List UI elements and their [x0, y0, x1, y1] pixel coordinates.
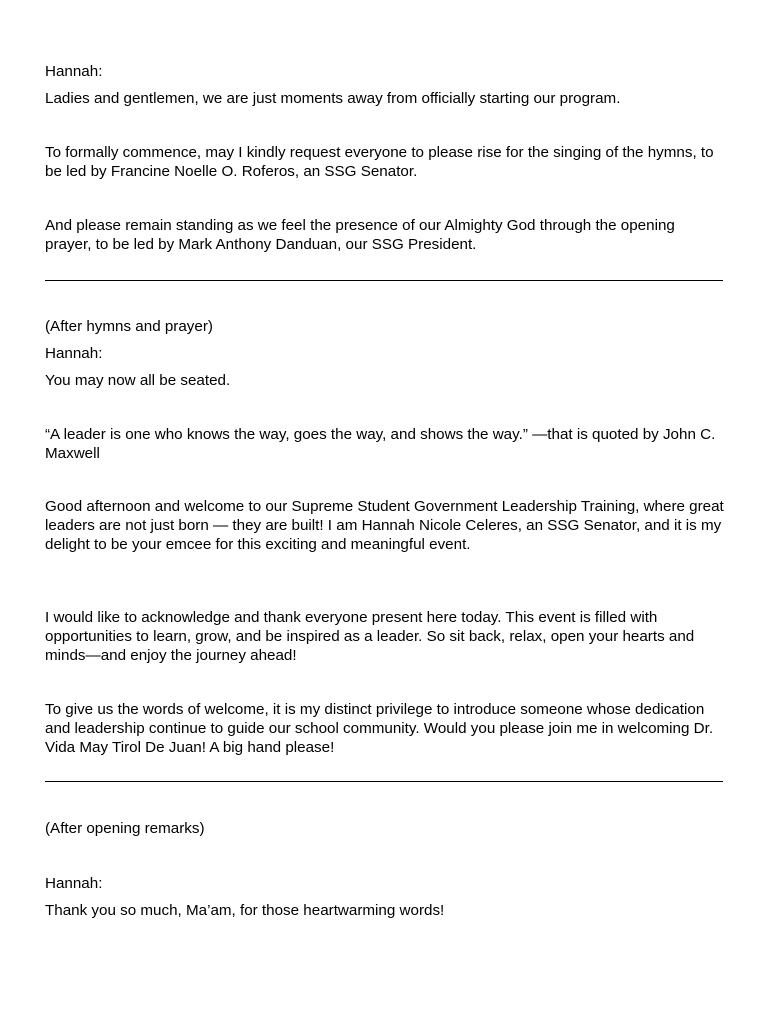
paragraph: You may now all be seated. [45, 372, 231, 389]
stage-cue: (After hymns and prayer) [45, 318, 213, 335]
stage-cue: (After opening remarks) [45, 820, 205, 837]
paragraph: Ladies and gentlemen, we are just moments away from officially starting our program. [45, 90, 621, 107]
quote-paragraph: “A leader is one who knows the way, goes the way, and shows the way.” —that is quoted by John C. Maxwell [45, 426, 716, 462]
paragraph: Thank you so much, Ma’am, for those heartwarming words! [45, 902, 445, 919]
speaker-label: Hannah: [45, 345, 103, 362]
paragraph: And please remain standing as we feel the presence of our Almighty God through the opening prayer, to be led by Mark Anthony Danduan, our SSG President. [45, 217, 675, 253]
paragraph: Good afternoon and welcome to our Supreme Student Government Leadership Training, where great leaders are not just born — they are built! I am Hannah Nicole Celeres, an SSG Senator, and it is my delight to be your emcee for this exciting and meaningful event. [45, 498, 724, 553]
paragraph: I would like to acknowledge and thank everyone present here today. This event is filled with opportunities to learn, grow, and be inspired as a leader. So sit back, relax, open your hearts and minds—and enjoy the journey ahead! [45, 609, 695, 664]
speaker-label: Hannah: [45, 875, 103, 892]
speaker-label: Hannah: [45, 63, 103, 80]
horizontal-divider [45, 781, 723, 782]
horizontal-divider [45, 280, 723, 281]
paragraph: To formally commence, may I kindly request everyone to please rise for the singing of the hymns, to be led by Francine Noelle O. Roferos, an SSG Senator. [45, 144, 714, 180]
paragraph: To give us the words of welcome, it is my distinct privilege to introduce someone whose dedication and leadership continue to guide our school community. Would you please join me in welcoming Dr. Vida May Tirol De Juan! A big hand please! [45, 701, 714, 756]
